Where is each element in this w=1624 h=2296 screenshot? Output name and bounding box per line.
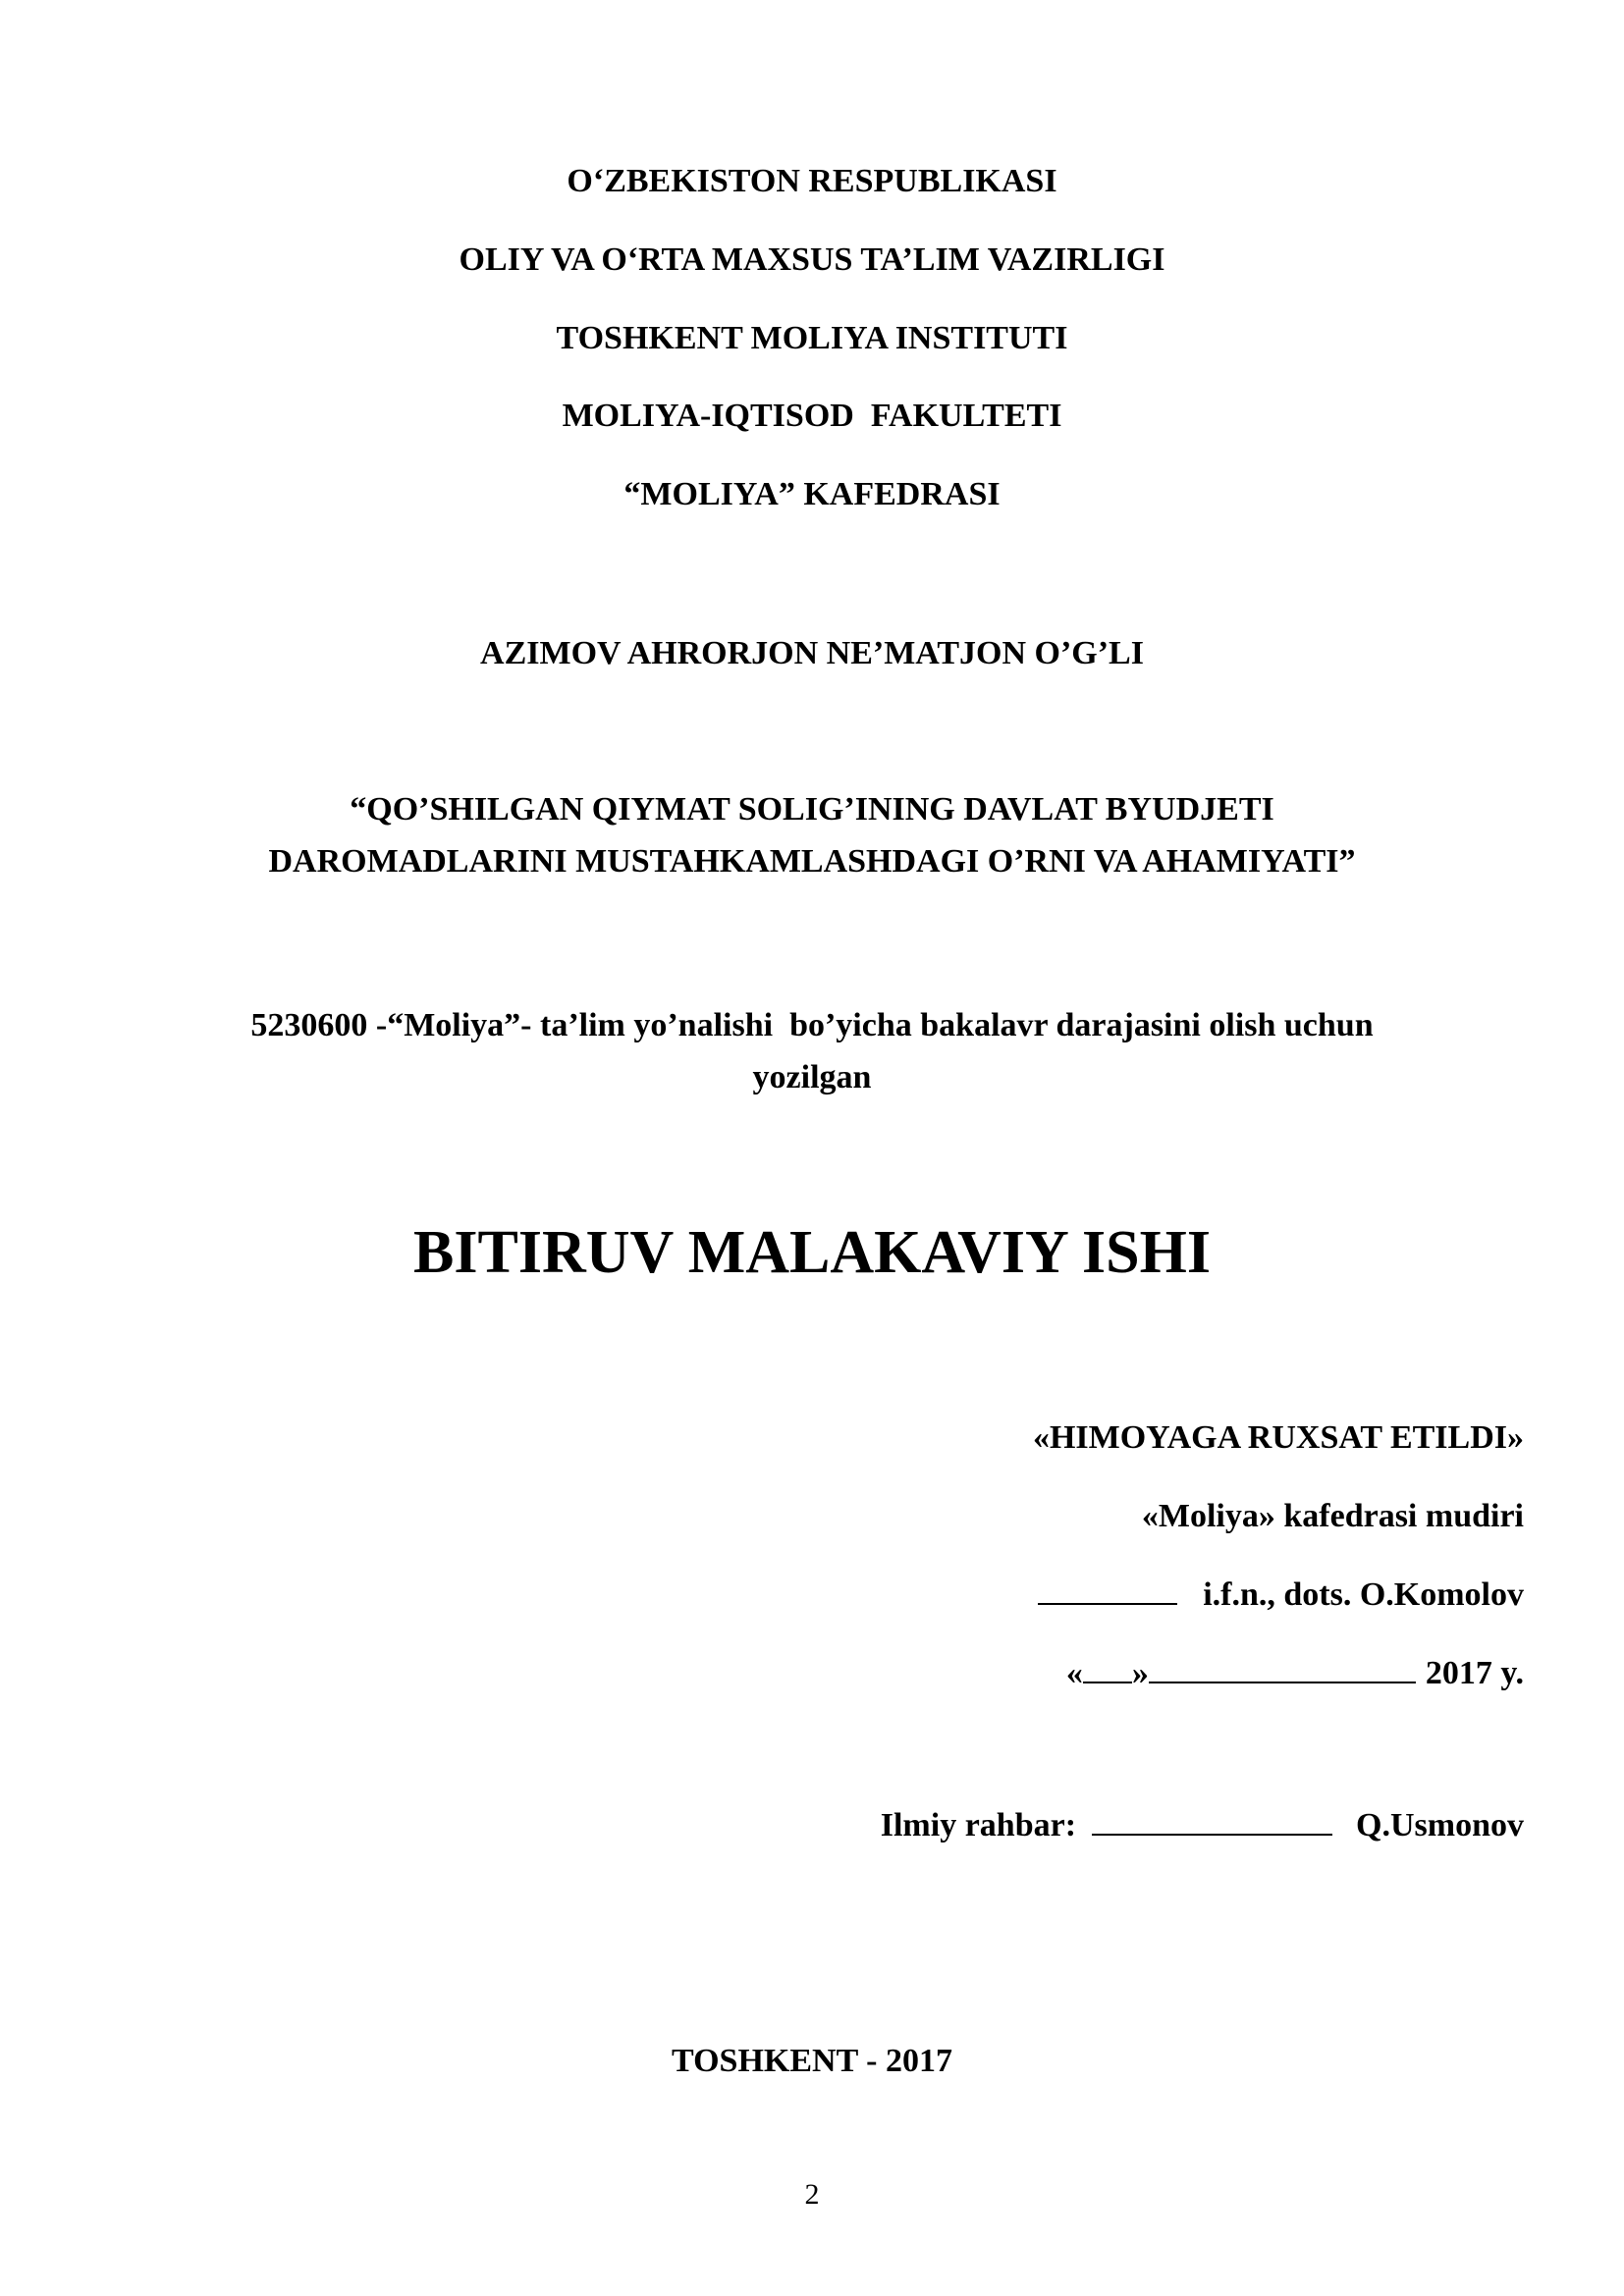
supervisor-line [881, 1806, 1524, 1845]
department-heading: “MOLIYA” KAFEDRASI [623, 476, 1001, 512]
day-blank [1083, 1656, 1132, 1683]
date-open-quote: « [1065, 1655, 1083, 1691]
approval-position: «Moliya» kafedrasi mudiri [1141, 1498, 1524, 1534]
approval-title: «HIMOYAGA RUXSAT ETILDI» [1032, 1419, 1524, 1456]
topic-line-2: DAROMADLARINI MUSTAHKAMLASHDAGI O’RNI VA AHAMIYATI” [268, 843, 1356, 880]
date-close-quote: » [1131, 1655, 1149, 1691]
page-number: 2 [804, 2178, 820, 2211]
approval-year: 2017 y. [1425, 1655, 1524, 1691]
month-blank [1149, 1656, 1416, 1683]
work-type-title: BITIRUV MALAKAVIY ISHI [413, 1219, 1211, 1286]
supervisor-signature-blank [1092, 1808, 1332, 1836]
institute-heading: TOSHKENT MOLIYA INSTITUTI [556, 320, 1068, 356]
republic-heading: O‘ZBEKISTON RESPUBLIKASI [567, 163, 1057, 199]
approval-date-line [1066, 1654, 1524, 1693]
city-year: TOSHKENT - 2017 [672, 2043, 952, 2079]
supervisor-name: Q.Usmonov [1356, 1807, 1524, 1843]
ministry-heading: OLIY VA O‘RTA MAXSUS TA’LIM VAZIRLIGI [459, 241, 1165, 278]
author-name: AZIMOV AHRORJON NE’MATJON O’G’LI [480, 635, 1144, 671]
purpose-line-2: yozilgan [752, 1059, 872, 1095]
approval-signature-line [1038, 1575, 1524, 1615]
topic-line-1: “QO’SHILGAN QIYMAT SOLIG’INING DAVLAT BYUDJETI [350, 791, 1274, 828]
approval-signer: i.f.n., dots. O.Komolov [1203, 1576, 1524, 1613]
purpose-line-1: 5230600 -“Moliya”- ta’lim yo’nalishi bo’yicha bakalavr darajasini olish uchun [250, 1007, 1374, 1043]
supervisor-label: Ilmiy rahbar: [880, 1807, 1077, 1843]
signature-blank [1038, 1577, 1177, 1605]
faculty-heading: MOLIYA-IQTISOD FAKULTETI [562, 398, 1062, 434]
